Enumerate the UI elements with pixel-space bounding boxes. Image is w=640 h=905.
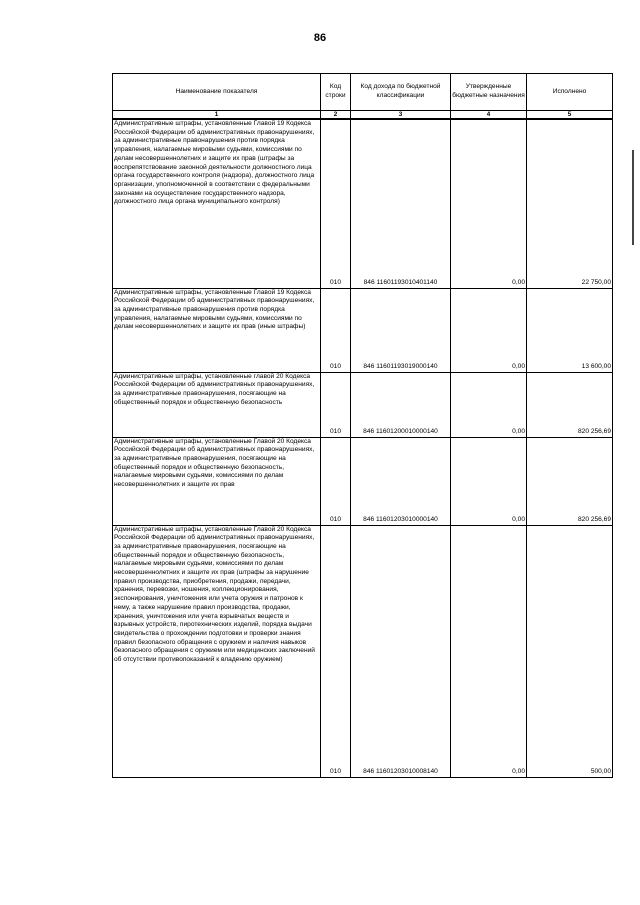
- row-plan: 0,00: [451, 525, 527, 777]
- header-kbk: Код дохода по бюджетной классификации: [351, 74, 451, 111]
- header-name: Наименование показателя: [113, 74, 321, 111]
- row-exec: 820 256,69: [527, 372, 613, 437]
- row-kbk: 846 11601203010000140: [351, 437, 451, 525]
- column-number-row: [113, 111, 613, 120]
- row-exec: 22 750,00: [527, 119, 613, 288]
- header-exec: Исполнено: [527, 74, 613, 111]
- header-plan: Утвержденные бюджетные назначения: [451, 74, 527, 111]
- column-number: 1: [113, 111, 321, 120]
- column-number: 3: [351, 111, 451, 120]
- table-header-row: [113, 74, 613, 111]
- row-kbk: 846 11601203010008140: [351, 525, 451, 777]
- table-row: [113, 288, 613, 372]
- row-code: 010: [321, 119, 351, 288]
- row-code: 010: [321, 372, 351, 437]
- row-name: Административные штрафы, установленные Главой 20 Кодекса Российской Федерации об административных правонарушениях, за административные правонарушения, посягающие на общественный порядок и общественную безопасность, налагаемые мировыми судьями, комиссиями по делам несовершеннолетних и защите их прав: [113, 437, 321, 525]
- row-kbk: 846 11601193019000140: [351, 288, 451, 372]
- row-exec: 500,00: [527, 525, 613, 777]
- row-plan: 0,00: [451, 372, 527, 437]
- row-exec: 13 600,00: [527, 288, 613, 372]
- column-number: 4: [451, 111, 527, 120]
- table-row: [113, 119, 613, 288]
- row-code: 010: [321, 288, 351, 372]
- table-row: [113, 437, 613, 525]
- column-number: 2: [321, 111, 351, 120]
- table-row: [113, 372, 613, 437]
- row-name: Административные штрафы, установленные Главой 20 Кодекса Российской Федерации об административных правонарушениях, за административные правонарушения, посягающие на общественный порядок и общественную безопасность, налагаемые мировыми судьями, комиссиями по делам несовершеннолетних и защите их прав (штрафы за нарушение правил производства, приобретения, продажи, передачи, хранения, перевозки, ношения, коллекционирования, экспонирования, уничтожения или учета оружия и патронов к нему, а также нарушение правил производства, продажи, хранения, уничтожения или учета взрывчатых веществ и взрывных устройств, пиротехнических изделий, порядка выдачи свидетельства о прохождении подготовки и проверки знания правил безопасного обращения с оружием и наличия навыков безопасного обращения с оружием или медицинских заключений об отсутствии противопоказаний к владению оружием): [113, 525, 321, 777]
- header-code: Код строки: [321, 74, 351, 111]
- row-code: 010: [321, 525, 351, 777]
- page-number: 86: [313, 32, 327, 44]
- budget-execution-table: [112, 73, 613, 778]
- row-plan: 0,00: [451, 119, 527, 288]
- table-row: [113, 525, 613, 777]
- column-number: 5: [527, 111, 613, 120]
- row-plan: 0,00: [451, 437, 527, 525]
- row-name: Административные штрафы, установленные главой 20 Кодекса Российской Федерации об административных правонарушениях, за административные правонарушения, посягающие на общественный порядок и общественную безопасность: [113, 372, 321, 437]
- row-kbk: 846 11601193010401140: [351, 119, 451, 288]
- row-name: Административные штрафы, установленные Главой 19 Кодекса Российской Федерации об административных правонарушениях, за административные правонарушения против порядка управления, налагаемые мировыми судьями, комиссиями по делам несовершеннолетних и защите их прав (иные штрафы): [113, 288, 321, 372]
- row-kbk: 846 11601200010000140: [351, 372, 451, 437]
- scan-edge-mark: [632, 150, 634, 245]
- row-exec: 820 256,69: [527, 437, 613, 525]
- row-plan: 0,00: [451, 288, 527, 372]
- row-name: Административные штрафы, установленные Главой 19 Кодекса Российской Федерации об административных правонарушениях, за административные правонарушения против порядка управления, налагаемые мировыми судьями, комиссиями по делам несовершеннолетних и защите их прав (штрафы за воспрепятствование законной деятельности должностного лица органа государственного контроля (надзора), должностного лица организации, уполномоченной в соответствии с федеральными законами на осуществление государственного надзора, должностного лица органа муниципального контроля): [113, 119, 321, 288]
- row-code: 010: [321, 437, 351, 525]
